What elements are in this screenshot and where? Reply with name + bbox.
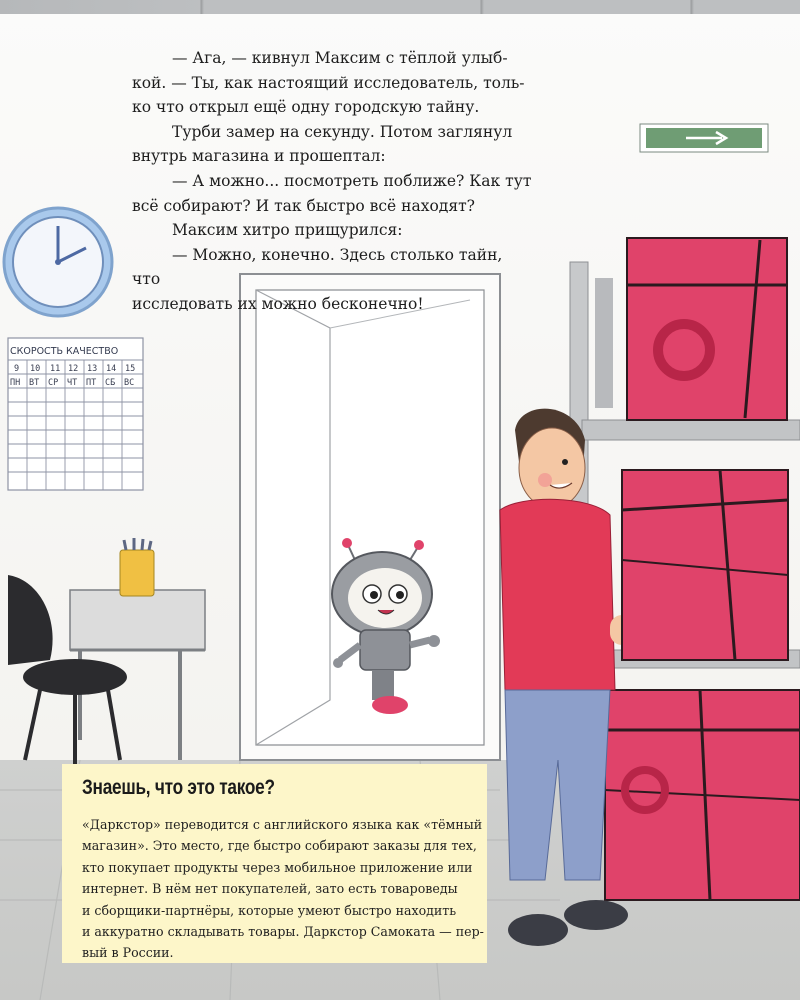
delivery-bag — [622, 470, 788, 660]
fact-box — [62, 764, 487, 963]
fact-line: интернет. В нём нет покупателей, зато есть товароведы — [82, 881, 458, 897]
doorway — [240, 274, 500, 760]
fact-line: и аккуратно складывать товары. Даркстор Самоката — пер- — [82, 924, 484, 940]
chart-header: СКОРОСТЬ КАЧЕСТВО — [10, 346, 119, 357]
delivery-bag — [627, 238, 787, 420]
story-line: — А можно... посмотреть поближе? Как тут — [172, 171, 532, 190]
story-text — [132, 46, 532, 317]
chart-date: 11 — [50, 364, 61, 374]
chart-weekday: ВС — [124, 378, 135, 388]
chart-weekday: СБ — [105, 378, 116, 388]
story-line: внутрь магазина и прошептал: — [132, 147, 386, 166]
pencil-cup-icon — [120, 538, 154, 596]
chart-weekday: ЧТ — [67, 378, 78, 388]
chart-weekday: СР — [48, 378, 59, 388]
story-line: кой. — Ты, как настоящий исследователь, толь- — [132, 73, 525, 92]
story-line: — Ага, — кивнул Максим с тёплой улыб- — [172, 49, 508, 67]
fact-line: вый в России. — [82, 945, 174, 961]
clock-icon — [4, 208, 112, 316]
chart-weekday: ПН — [10, 378, 21, 388]
delivery-bag — [605, 690, 800, 900]
story-line: исследовать их можно бесконечно! — [132, 294, 424, 313]
story-line: ко что открыл ещё одну городскую тайну. — [132, 98, 480, 117]
chart-weekday: ПТ — [86, 378, 97, 388]
story-line: — Можно, конечно. Здесь столько тайн, что — [132, 245, 503, 289]
chart-date: 10 — [30, 364, 41, 374]
story-line: Максим хитро прищурился: — [172, 221, 403, 240]
chart-weekday: ВТ — [29, 378, 40, 388]
chart-date: 13 — [87, 364, 98, 374]
fact-line: и сборщики-партнёры, которые умеют быстро находить — [82, 902, 457, 918]
chart-date: 9 — [14, 364, 20, 374]
fact-line: «Даркстор» переводится с английского языка как «тёмный — [82, 817, 483, 832]
fact-box-text — [82, 814, 484, 964]
story-line: всё собирают? И так быстро всё находят? — [132, 196, 475, 215]
chart-date: 14 — [106, 364, 117, 374]
fact-line: кто покупает продукты через мобильное приложение или — [82, 859, 473, 875]
chart-date: 12 — [68, 364, 79, 374]
fact-line: магазин». Это место, где быстро собирают заказы для тех, — [82, 838, 477, 854]
exit-sign — [640, 124, 768, 152]
chart-date: 15 — [125, 364, 136, 374]
schedule-chart — [8, 338, 143, 490]
story-line: Турби замер на секунду. Потом заглянул — [172, 122, 513, 141]
fact-box-title: Знаешь, что это такое? — [82, 776, 275, 799]
